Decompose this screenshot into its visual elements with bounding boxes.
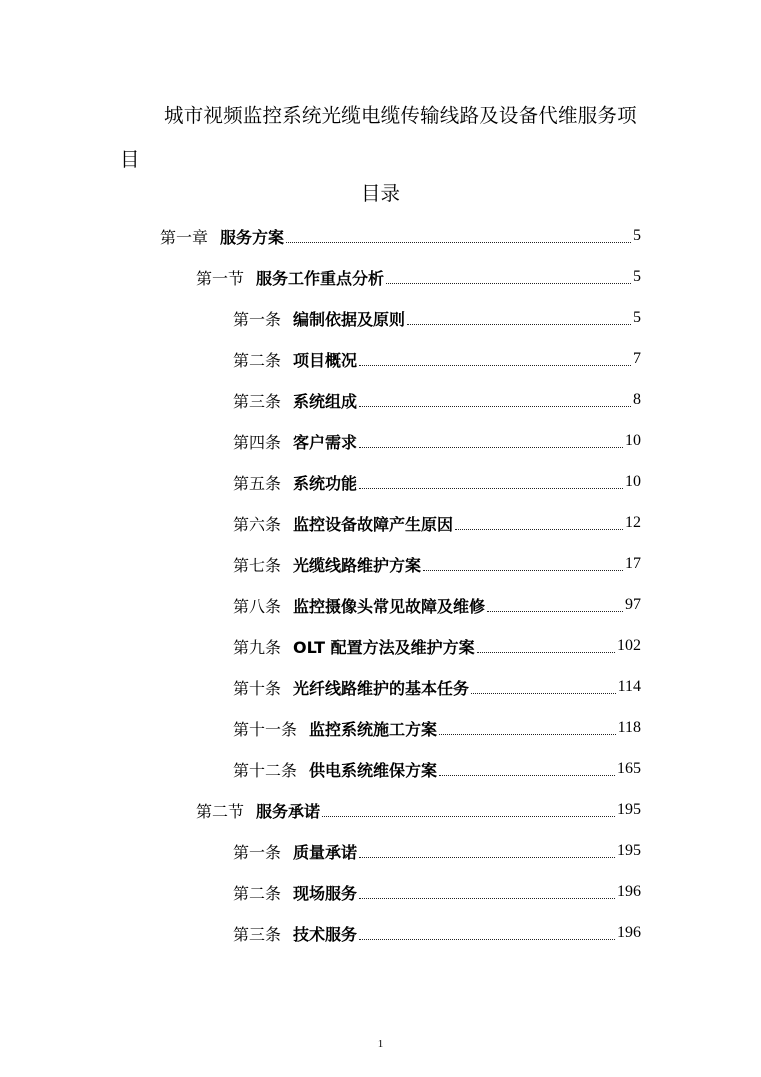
toc-entry-title: 系统功能 bbox=[293, 473, 358, 493]
toc-entry-title: 供电系统维保方案 bbox=[309, 760, 438, 780]
toc-entry-title: 项目概况 bbox=[293, 350, 358, 370]
toc-heading: 目录 bbox=[360, 182, 400, 205]
toc-entry-number: 第八条 bbox=[233, 596, 282, 616]
toc-entry-title: 质量承诺 bbox=[293, 842, 358, 862]
toc-entry-page: 5 bbox=[633, 309, 641, 326]
toc-entry[interactable] bbox=[233, 546, 641, 582]
toc-entry[interactable] bbox=[233, 382, 641, 418]
toc-entry-page: 118 bbox=[617, 719, 641, 736]
page-number: 1 bbox=[377, 1038, 384, 1050]
toc-entry-title: 系统组成 bbox=[293, 391, 358, 411]
toc-entry-page: 8 bbox=[633, 391, 641, 408]
toc-leader-dots bbox=[455, 529, 623, 530]
toc-entry-number: 第九条 bbox=[233, 637, 282, 657]
toc-leader-dots bbox=[471, 693, 616, 694]
toc-leader-dots bbox=[407, 324, 631, 325]
toc-entry[interactable] bbox=[196, 259, 641, 295]
toc-entry-title: 监控摄像头常见故障及维修 bbox=[293, 596, 486, 616]
toc-entry[interactable] bbox=[233, 833, 641, 869]
toc-entry-number: 第一节 bbox=[196, 268, 245, 288]
toc-entry-page: 195 bbox=[617, 842, 641, 859]
toc-entry-page: 7 bbox=[633, 350, 641, 367]
toc-entry-page: 114 bbox=[617, 678, 641, 695]
toc-leader-dots bbox=[359, 857, 615, 858]
toc-entry-page: 10 bbox=[625, 432, 641, 449]
toc-entry[interactable] bbox=[233, 669, 641, 705]
toc-entry-number: 第一条 bbox=[233, 842, 282, 862]
toc-entry[interactable] bbox=[233, 464, 641, 500]
toc-leader-dots bbox=[423, 570, 623, 571]
toc-entry-title: OLT 配置方法及维护方案 bbox=[293, 637, 475, 657]
toc-entry-number: 第六条 bbox=[233, 514, 282, 534]
toc-entry[interactable] bbox=[196, 792, 641, 828]
toc-entry[interactable] bbox=[233, 300, 641, 336]
toc-entry[interactable] bbox=[233, 751, 641, 787]
toc-leader-dots bbox=[487, 611, 623, 612]
toc-entry-page: 196 bbox=[617, 924, 641, 941]
toc-entry-page: 10 bbox=[625, 473, 641, 490]
toc-entry-title: 现场服务 bbox=[293, 883, 358, 903]
toc-entry-page: 12 bbox=[625, 514, 641, 531]
toc-entry[interactable] bbox=[233, 874, 641, 910]
toc-entry-number: 第二节 bbox=[196, 801, 245, 821]
toc-leader-dots bbox=[322, 816, 615, 817]
toc-entry-title: 服务承诺 bbox=[256, 801, 321, 821]
toc-entry-page: 196 bbox=[617, 883, 641, 900]
toc-entry-number: 第一条 bbox=[233, 309, 282, 329]
toc-entry-title: 编制依据及原则 bbox=[293, 309, 406, 329]
toc-entry-number: 第二条 bbox=[233, 883, 282, 903]
toc-entry[interactable] bbox=[233, 587, 641, 623]
toc-entry-number: 第七条 bbox=[233, 555, 282, 575]
toc-leader-dots bbox=[439, 775, 615, 776]
toc-leader-dots bbox=[359, 447, 623, 448]
toc-entry-number: 第三条 bbox=[233, 391, 282, 411]
toc-entry[interactable] bbox=[233, 423, 641, 459]
toc-entry[interactable] bbox=[233, 915, 641, 951]
toc-entry-number: 第十二条 bbox=[233, 760, 298, 780]
toc-leader-dots bbox=[439, 734, 616, 735]
toc-entry-title: 客户需求 bbox=[293, 432, 358, 452]
toc-leader-dots bbox=[359, 406, 631, 407]
toc-entry-number: 第十条 bbox=[233, 678, 282, 698]
toc-leader-dots bbox=[386, 283, 631, 284]
toc-leader-dots bbox=[359, 365, 631, 366]
toc-entry-title: 服务方案 bbox=[220, 227, 285, 247]
toc-entry-title: 技术服务 bbox=[293, 924, 358, 944]
toc-entry-number: 第十一条 bbox=[233, 719, 298, 739]
toc-entry-page: 17 bbox=[625, 555, 641, 572]
toc-entry-page: 5 bbox=[633, 227, 641, 244]
toc-entry[interactable] bbox=[233, 710, 641, 746]
toc-entry-title: 监控设备故障产生原因 bbox=[293, 514, 454, 534]
toc-leader-dots bbox=[359, 898, 615, 899]
toc-entry-number: 第一章 bbox=[160, 227, 209, 247]
toc-entry-number: 第二条 bbox=[233, 350, 282, 370]
toc-entry-page: 5 bbox=[633, 268, 641, 285]
toc-entry[interactable] bbox=[233, 341, 641, 377]
toc-entry[interactable] bbox=[160, 218, 641, 254]
toc-leader-dots bbox=[477, 652, 615, 653]
toc-entry-title: 光缆线路维护方案 bbox=[293, 555, 422, 575]
document-title: 城市视频监控系统光缆电缆传输线路及设备代维服务项目 bbox=[120, 104, 637, 171]
toc-leader-dots bbox=[359, 939, 615, 940]
toc-entry-title: 光纤线路维护的基本任务 bbox=[293, 678, 470, 698]
toc-leader-dots bbox=[286, 242, 631, 243]
toc-leader-dots bbox=[359, 488, 623, 489]
toc-entry-title: 服务工作重点分析 bbox=[256, 268, 385, 288]
toc-entry-page: 97 bbox=[625, 596, 641, 613]
toc-entry-number: 第五条 bbox=[233, 473, 282, 493]
toc-entry[interactable] bbox=[233, 505, 641, 541]
toc-entry[interactable] bbox=[233, 628, 641, 664]
toc-entry-page: 102 bbox=[617, 637, 641, 654]
toc-entry-page: 165 bbox=[617, 760, 641, 777]
toc-entry-number: 第四条 bbox=[233, 432, 282, 452]
toc-entry-title: 监控系统施工方案 bbox=[309, 719, 438, 739]
toc-entry-page: 195 bbox=[617, 801, 641, 818]
toc-entry-number: 第三条 bbox=[233, 924, 282, 944]
